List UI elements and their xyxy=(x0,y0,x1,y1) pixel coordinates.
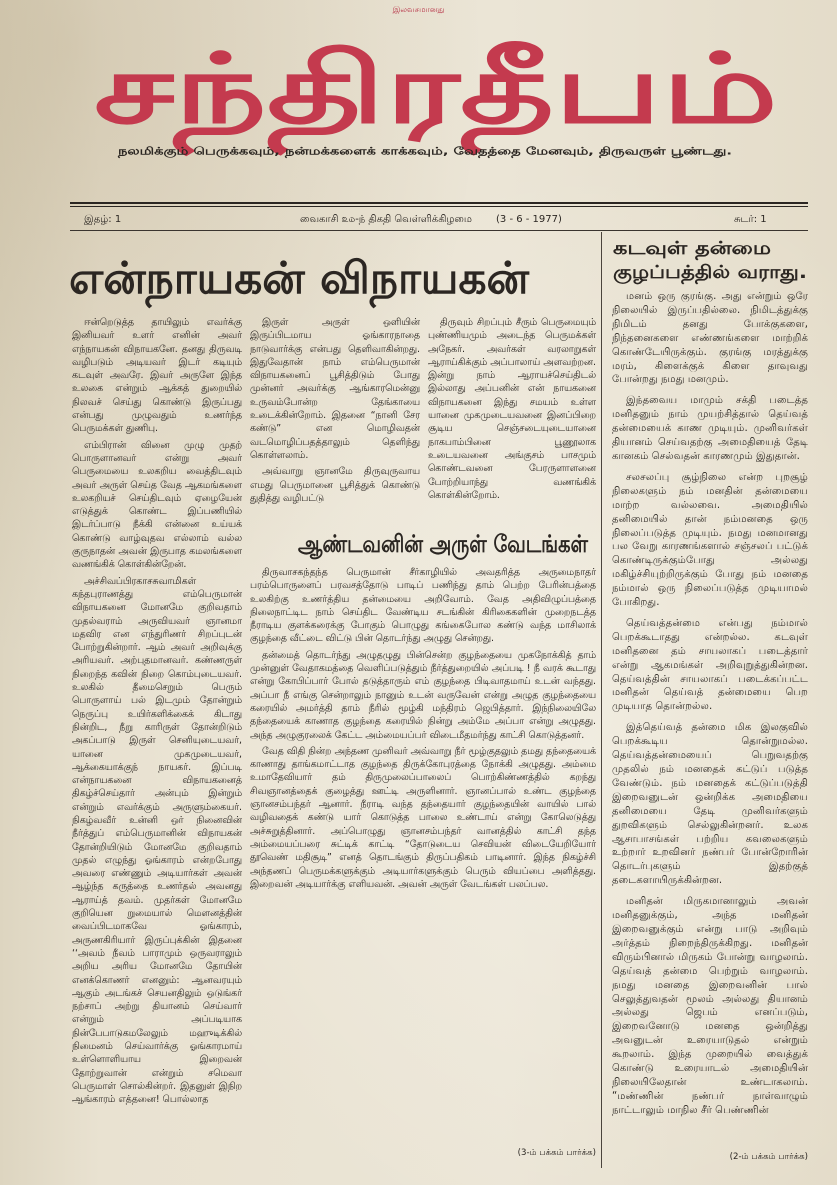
paragraph: தெய்வத்தன்மை என்பது நம்மால் பெறக்கூடாதது என்றல்ல. கடவுள் மனிதனை தம் சாயலாகப் படைத்தார் என்று ஆகமங்கள் அறிவுறுத்துகின்றன. தெய்வத்தின் சாயலாகப் படைக்கப்பட்ட மனிதன் தெய்வத் தன்மையை பெற முடியாத தொன்றல்ல. xyxy=(612,617,808,713)
second-headline xyxy=(294,522,658,562)
lead-headline-text: என்நாயகன் விநாயகன் xyxy=(69,253,531,304)
paragraph: திருவாசகந்தந்த பெருமான் சீர்காழியில் அவதரித்த அருமைநாதர் பரம்பொருளைப் பரவசத்தோடு பாடிப் பணிந்து தாம் பெற்ற பேரின்பத்தை உலகிற்கு உணர்த்திய தன்மையை அறிவோம். வேத அதிவிழுப்பத்தை நிலைநாட்டிட நாம் செய்திட வேண்டிய சடங்கின் கிரிகைகளின் முறைநடத்த நீராடிய குளக்கரைக்கு போகும் பொழுது கங்கைபோல கண்டு வந்த மாசிலாக் குழந்தை வீட்டை விட்டு பின் தொடர்ந்து அழுது சென்றது. xyxy=(250,567,596,645)
column-divider xyxy=(601,232,602,1168)
second-headline-text: ஆண்டவனின் அருள் வேடங்கள் xyxy=(298,530,658,558)
continued-note: (2-ம் பக்கம் பார்க்க) xyxy=(729,1152,808,1162)
rule-top xyxy=(70,202,808,207)
lead-headline xyxy=(66,248,536,308)
rule-bottom xyxy=(70,230,808,231)
side-article-body xyxy=(612,290,808,1146)
issue-date-numeric: (3 - 6 - 1977) xyxy=(496,214,562,225)
paragraph: எம்பிரான் வினை முழு முதற் பொருளானவர் என்று அவர் பெருமையை உலகறிய வைத்திடவும் அவர் அருள் செய்த வேத ஆகமங்களை உலகறியச் செய்திடவும் ஏழையேன் எடுத்துக் கொண்ட இப்பணியில் இடர்ப்பாடு நீக்கி என்னை உய்யக் கொண்டு வாழ்வுதவ எல்லாம் வல்ல குருநாதன் அவன் இருபாத கமலங்களை வணங்கிக் கொள்கின்றேன். xyxy=(72,439,242,571)
paragraph: திருவும் சிறப்பும் சீரும் பெருமையும் புண்ணியமும் அடைந்த பெருமக்கள் அநேகர். அவர்கள் வரலாறுகள் ஆராய்கிக்கும் அப்பாலாய் அளவற்றன. இன்று நாம் ஆராயச்செய்திடல் இல்லாது அப்பனின் என் நாயகனை விநாயகனை இந்து சமயம் உள்ள யானை முகமுடையவனை இனப்பிறை சூடிய செஞ்சடையுடையானை நாகபாம்பினை பூணூலாக உடையவனை அங்குசம் பாசமும் கொண்டவனை பேரருளாளனை போற்றியாந்து வணங்கிக் கொள்கின்றோம். xyxy=(428,317,596,501)
side-headline-line2: குழப்பத்தில் வராது. xyxy=(613,262,777,283)
tagline-text: நலமிக்கும் பெருக்கவும், நன்மக்களைக் காக்கவும், வேதத்தை மேனவும், திருவருள் பூண்டது. xyxy=(118,145,557,158)
issue-date: வைகாசி ௨௰-ந் திகதி வெள்ளிக்கிழமை xyxy=(300,214,472,225)
paragraph: மனிதன் மிருகமானாலும் அவன் மனிதனுக்கும், அந்த மனிதன் இறைவனுக்கும் என்று பாடு அறிவும் அர்த்தம் நிறைந்திருக்கிறது. மனிதன் விரும்பினால் மிருகம் போன்று வாழலாம். தெய்வத் தன்மை பெற்றும் வாழலாம். நமது மனதை இறைவனின் பால் செலுத்துவதன் மூலம் அல்லது தியானம் அல்லது ஜெபம் எனப்படும், இறைவனோடு மனதை ஒன்றித்து அவனுடன் உரையாடுதல் என்றும் கூறலாம். இந்த முறையில் வைத்துக் கொண்டு உரையாடல் அமைதியின் நிலையிலேதான் உண்டாகலாம். “மண்ணின் நண்பர் நாள்வாழும் நாட்டாலும் மாநில சீர் பெண்ணின் xyxy=(612,896,808,1116)
paragraph: வேத விதி நின்ற அந்தண முனிவர் அவ்வாறு நீர் மூழ்குதலும் தமது தந்தையைக் காணாது தாங்கமாட்டாத குழந்தை திருக்கோபுரத்தை நோக்கி அழுதது. அம்மை உமாதேவியார் தம் திருமுலைப்பாலைப் பொற்கிண்ணத்தில் கறந்து சிவஞானத்தைக் குழைத்து ஊட்டி அருளினார். ஞானப்பால் உண்ட குழந்தை ஞானசம்பந்தர் ஆனார். நீராடி வந்த தந்தையார் குழந்தையின் வாயில் பால் வழிவதைக் கண்டு யார் கொடுத்த பாலை உண்டாய் என்று கோலெடுத்து அச்சுறுத்தினார். அப்பொழுது ஞானசம்பந்தர் வானத்தில் காட்சி தந்த அம்மையப்பரை சுட்டிக் காட்டி “தோடுடைய செவியன் விடையேறியோர் தூவெண் மதிசூடி” எனத் தொடங்கும் திருப்பதிகம் பாடினார். இந்த நிகழ்ச்சி அந்தணப் பெருமக்களுக்கும் அடியார்களுக்கும் பெரும் வியப்பை அளித்தது. இறைவன் அடியார்க்கு எளியவன். அவன் அருள் வேடங்கள் பலப்பல. xyxy=(250,745,596,890)
masthead-title: சந்திரதீபம் xyxy=(94,33,549,145)
continued-note: (3-ம் பக்கம் பார்க்க) xyxy=(517,1148,596,1158)
masthead xyxy=(88,22,790,144)
second-article-body xyxy=(250,566,596,1144)
lead-column-3 xyxy=(428,316,596,518)
paragraph: அச்சிவப்பிரகாசசுவாமிகள் கந்தபுராணத்து எம்பெருமான் விநாயகனை மோனமே குறிவதாம் முதல்வராம் அருவியவர் ஞானமா மதவிர என எந்துரிணர் சிறப்புடன் போற்றுகின்றார். ஆம் அவர் அறிவுக்கு அரியவர். அற்புதமானவர். கண்ணருள் நிறைந்த கவின் நிறை கொம்புடையவர். உலகில் தீமைசெறும் பெரும் பொருளாய் பல் இடமும் தோன்றும் நெருப்பு உயிர்களிக்கைக் கிடாது நின்றிட, நீறு காரிருள் தோன்றிடும் அகப்பாடு இருள் செனியுடையவர், யானை முகமுடையவர், ஆக்கையாக்குந் நாயகர். இப்படி என்நாயகனை விநாயகனைத் திகழ்ச்செய்தார் அன்பும் இன்றும் என்றும் எவர்க்கும் அருளும்கையர். நிகழ்வவீர் உன்னி ஒர் நினைவின் நீர்த்துப் எம்பெருமானின் விநாயகன் தோன்றியிடும் மோனமே குறிவதாம் முதல் எழுந்து ஓங்காரம் என்றபோது அவரை எண்ணும் அடியார்கள் அவன் ஆழ்ந்த கருத்தை உணர்தல் அவனது ஆராய்த் தவம். முதர்கள் மோனமே குறியென றுமையால் மௌனத்தின் வைப்பிடமாகவே ஓங்காரம், அருணகிரியார் இருப்புக்கின் இதனை ‘‘அவம் நீவம் பாராமும் ஒருவராலும் அறிய அரிய மோனமே தோயின் எனக்கொணர் எனனும்: ஆனவரயும் ஆகும் அடங்கச் செயனதிலும் ஒடுங்கர் நற்சாப் அற்று தியானம் செய்வார் என்றும் அப்படியாக நின்பேபாடுகமலேலும் மஹுடிக்கில் நிமைனம் செய்வார்க்கு ஓங்காரமாய் உள்ளொளியாய இறைவன் தோற்றுவான் என்றும் சமெவா பெருமாள் சொல்கின்றர். இதனுள் இநிற ஆங்காரம் எத்தனை! பொல்லாத xyxy=(72,575,242,1106)
lead-column-2 xyxy=(250,316,420,518)
side-headline-line1: கடவுள் தன்மை xyxy=(613,238,740,259)
paragraph: இந்தவைய மாமும் சக்தி படைத்த மனிதனும் நாம் முயற்சித்தால் தெய்வத் தன்மையைக் காண முடியும். முனிவர்கள் தியானம் செய்வதற்கு அமைதியைத் தேடி கானகம் செல்வதன் காரணமும் இதுதான். xyxy=(612,395,808,462)
paragraph: அவ்வாறு ஞானமே திருவுருவாய எமது பெருமானை பூசித்துக் கொண்டு துதித்து வழிபட்டு xyxy=(250,466,420,504)
tagline xyxy=(116,142,738,159)
paragraph: சலசலப்பு சூழ்நிலை என்ற புறசூழ் நிலைகளும் நம் மனதின் தன்மையை மாற்ற வல்லவை. அமைதியில் தனிமையில் தான் நம்மனதை ஒரு நிலைப்படுத்த முடியும். நமது மனமானது பல வேறு காரணங்களால் சஞ்சலப் பட்டுக் கொண்டிருக்கும்போது அல்லது மகிழ்ச்சியுற்றிருக்கும் போது நம் மனதை நம்மால் ஒரு நிலைப்படுத்த முடியாமல் போகிறது. xyxy=(612,471,808,609)
paragraph: இத்தெய்வத் தன்மை மிக இலகுவில் பெறக்கூடிய தொன்றுமல்ல. தெய்வத்தன்மையைப் பெறுவதற்கு முதலில் நம் மனதைக் கட்டுப் படுத்த வேண்டும். நம் மனதைக் கட்டுப்படுத்தி இறைவனுடன் ஒன்றிக்க அமைதியை தனிமையை தேடி முனிவர்களும் துறவிகளும் செல்லுகின்றனர். உலக ஆசாபாசங்கள் பற்றிய கவலைகளும் உற்றார் உறவினர் நண்பர் போன்றோரின் தொடர்புகளும் இதற்குத் தடைகளாயிருக்கின்றன. xyxy=(612,722,808,887)
lead-column-1 xyxy=(72,316,242,1166)
paragraph: ஈன்றெடுத்த தாயிலும் எவர்க்கு இனியவர் உளர் எனின் அவர் எந்நாயகன் விநாயகனே. தனது திருவடி வழிபடும் அடியவர் இடர் கடியும் கடவுள் அவரே. இவர் அருளே இந்த உலகை என்றும் ஆக்கத் துறையில் நிலவச் செய்து கொண்டு இருப்பது என்பது முழுவதும் உணர்ந்த பெருமக்கள் துணிபு. xyxy=(72,317,242,435)
issue-number: இதழ்: 1 xyxy=(84,214,122,225)
paragraph: இருள் அருள் ஒளியின் இருப்பிடமாய ஓங்காரநாதை நாடுவார்க்கு என்பது தெளிவாகின்றது. இதுவேதான் நாம் எம்பெருமான் விநாயகனைப் பூசித்திடும் போது முன்னர் அவர்க்கு ஆங்காரமென்னு உருவம்போன்ற தேங்காயை உடைக்கின்றோம். இதனை “நானி சேர கண்டு” என மொழிவதன் வடமொழிப்பதத்தாலும் தெளிந்து கொள்ளலாம். xyxy=(250,317,420,461)
paragraph: மனம் ஒரு குரங்கு. அது என்றும் ஒரே நிலையில் இருப்பதில்லை. நிமிடத்துக்கு நிமிடம் தனது போக்குகளை, நிந்தனைகளை எண்ணங்களை மாற்றிக் கொண்டேயிருக்கும். குரங்கு மரத்துக்கு மரம், கிளைக்குக் கிளை தாவுவது போன்றது நமது மனமும். xyxy=(612,291,808,386)
volume-number: சுடர்: 1 xyxy=(734,214,767,225)
paragraph: தன்மைத் தொடர்ந்து அழுதழுது பின்சென்ற குழந்தையை முகநோக்கித் தாம் முன்னுள் வேதாகமத்தை வெளிப்படுத்தும் நீர்த்துறையில் அப்படி ! நீ வரக் கூடாது என்று கோபிப்பார் போல் தடுத்தாரும் எம் குழந்தை பிடிவாதமாய் உடன் வந்தது. அப்பா நீ எங்கு சென்றாலும் நானும் உடன் வருவேன் என்று அழுத குழந்தையை கரையில் அமர்த்தி தாம் நீரில் மூழ்கி மந்திரம் ஜெபித்தார். இந்நிலையிலே தந்தையைக் காணாத குழந்தை கரையில் நின்று அம்மே அப்பா என்று அழுதது. அந்த அழுகுரலைக் கேட்ட அம்மையப்பர் விடைமீதமர்ந்து காட்சி கொடுத்தனர். xyxy=(250,649,596,741)
side-headline xyxy=(610,234,810,286)
price-note: இலவசமானது xyxy=(392,5,445,14)
